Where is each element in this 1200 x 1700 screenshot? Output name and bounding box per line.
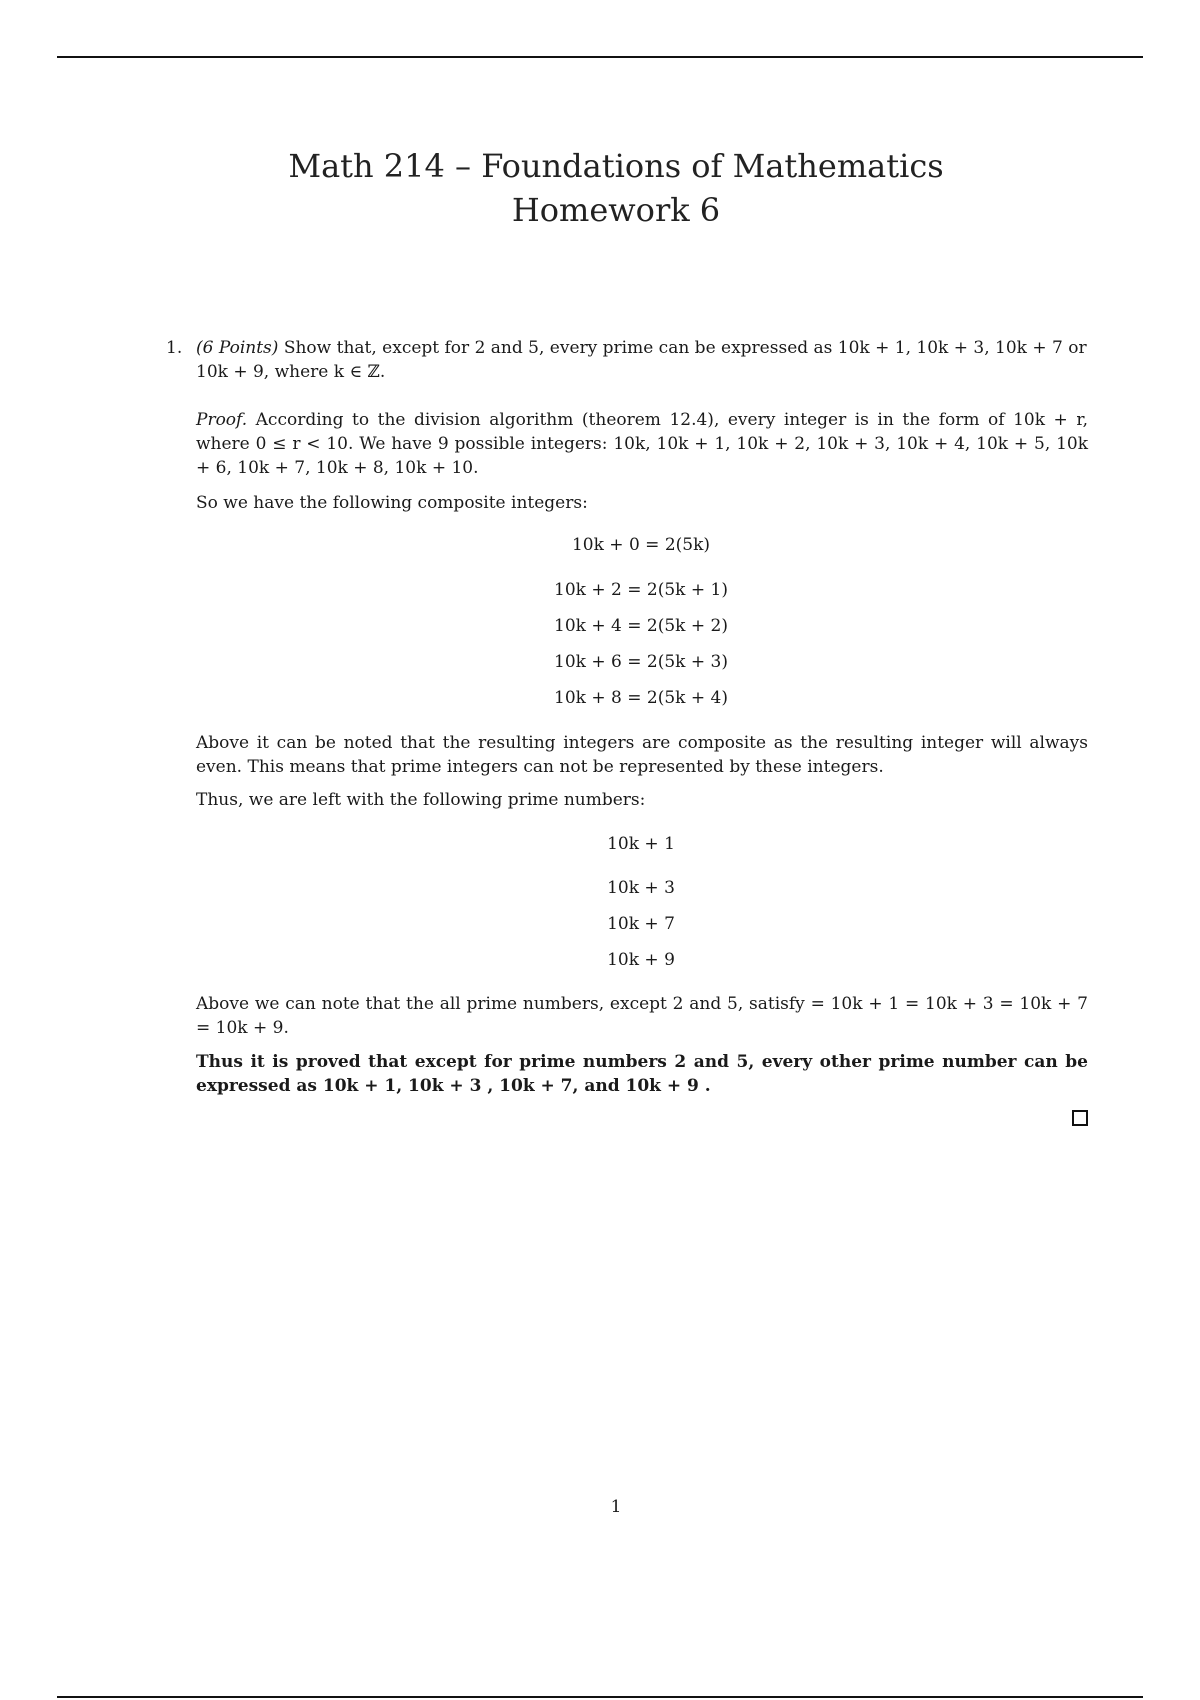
composite-equation: 10k + 2 = 2(5k + 1) <box>554 580 728 600</box>
conclusion: Thus it is proved that except for prime numbers 2 and 5, every other prime number can be expressed as 10k + 1, 10k + 3 , 10k + 7, and 10k + 9 . <box>196 1052 1088 1096</box>
qed-box-icon <box>1072 1110 1088 1126</box>
document-title <box>0 144 1200 232</box>
homework-title: Homework 6 <box>511 191 721 229</box>
prime-note: Above we can note that the all prime numbers, except 2 and 5, satisfy = 10k + 1 = 10k + 3 = 10k + 7 = 10k + 9. <box>196 994 1088 1038</box>
proof-label: Proof. <box>196 410 248 430</box>
composite-equation: 10k + 6 = 2(5k + 3) <box>554 652 728 672</box>
composite-intro: So we have the following composite integers: <box>196 493 588 513</box>
composite-equation: 10k + 8 = 2(5k + 4) <box>554 688 728 708</box>
composite-note: Above it can be noted that the resulting integers are composite as the resulting integer will always even. This means that prime integers can not be represented by these integers. <box>196 733 1088 777</box>
course-title: Math 214 – Foundations of Mathematics <box>288 147 944 185</box>
problem-points: (6 Points) <box>196 338 279 358</box>
proof-paragraph <box>196 408 1088 480</box>
bottom-rule <box>57 1696 1143 1698</box>
problem-number: 1. <box>166 338 183 358</box>
proof-text: According to the division algorithm (theorem 12.4), every integer is in the form of 10k + r, where 0 ≤ r < 10. We have 9 possible integers: 10k, 10k + 1, 10k + 2, 10k + 3, 10k + 4, 10k + 5, 10k + 6, 10k + 7, 10k + 8, 10k + 10. <box>196 410 1088 478</box>
composite-equation: 10k + 4 = 2(5k + 2) <box>554 616 728 636</box>
prime-intro: Thus, we are left with the following prime numbers: <box>196 790 646 810</box>
prime-equation: 10k + 7 <box>607 914 675 934</box>
prime-equation: 10k + 3 <box>607 878 675 898</box>
prime-equation: 10k + 9 <box>607 950 675 970</box>
page-number: 1 <box>610 1497 622 1517</box>
composite-equation: 10k + 0 = 2(5k) <box>571 535 711 555</box>
problem-statement <box>196 336 1088 384</box>
problem-text: Show that, except for 2 and 5, every prime can be expressed as 10k + 1, 10k + 3, 10k + 7 or 10k + 9, where k ∈ ℤ. <box>196 338 1087 382</box>
top-rule <box>57 56 1143 58</box>
prime-equation: 10k + 1 <box>607 834 675 854</box>
